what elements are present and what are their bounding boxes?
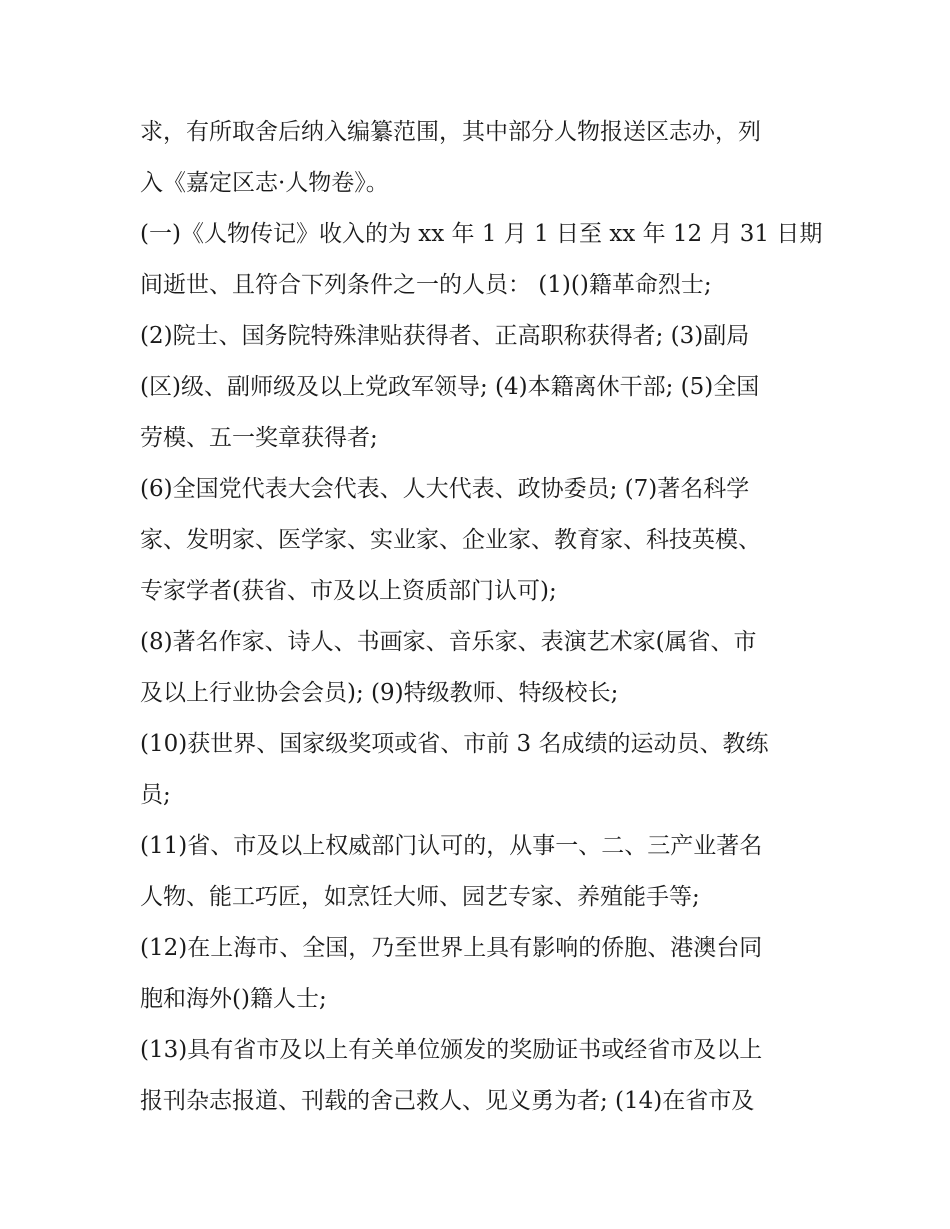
text-line: 报刊杂志报道、刊载的舍己救人、见义勇为者; (14)在省市及 xyxy=(140,1088,755,1114)
text-line: 专家学者(获省、市及以上资质部门认可); xyxy=(140,578,557,604)
text-line: 入《嘉定区志·人物卷》。 xyxy=(140,170,389,196)
text-line: 家、发明家、医学家、实业家、企业家、教育家、科技英模、 xyxy=(140,527,761,553)
text-line: (一)《人物传记》收入的为 xx 年 1 月 1 日至 xx 年 12 月 31 日期 xyxy=(140,221,823,247)
text-line: (11)省、市及以上权威部门认可的，从事一、二、三产业著名 xyxy=(140,833,763,859)
text-line: (10)获世界、国家级奖项或省、市前 3 名成绩的运动员、教练 xyxy=(140,731,769,757)
text-line: 及以上行业协会会员); (9)特级教师、特级校长; xyxy=(140,680,619,706)
text-line: 间逝世、且符合下列条件之一的人员： (1)()籍革命烈士; xyxy=(140,272,712,298)
text-line: (2)院士、国务院特殊津贴获得者、正高职称获得者; (3)副局 xyxy=(140,323,750,349)
text-line: 员; xyxy=(140,782,171,808)
text-line: 劳模、五一奖章获得者; xyxy=(140,425,378,451)
text-line: (6)全国党代表大会代表、人大代表、政协委员; (7)著名科学 xyxy=(140,476,750,502)
document-body xyxy=(140,107,823,1127)
text-line: 人物、能工巧匠，如烹饪大师、园艺专家、养殖能手等; xyxy=(140,884,700,910)
text-line: (12)在上海市、全国，乃至世界上具有影响的侨胞、港澳台同 xyxy=(140,935,763,961)
text-line: (13)具有省市及以上有关单位颁发的奖励证书或经省市及以上 xyxy=(140,1037,763,1063)
text-line: (8)著名作家、诗人、书画家、音乐家、表演艺术家(属省、市 xyxy=(140,629,757,655)
text-line: 胞和海外()籍人士; xyxy=(140,986,327,1012)
text-line: 求，有所取舍后纳入编纂范围，其中部分人物报送区志办，列 xyxy=(140,119,761,145)
text-line: (区)级、副师级及以上党政军领导; (4)本籍离休干部; (5)全国 xyxy=(140,374,760,400)
